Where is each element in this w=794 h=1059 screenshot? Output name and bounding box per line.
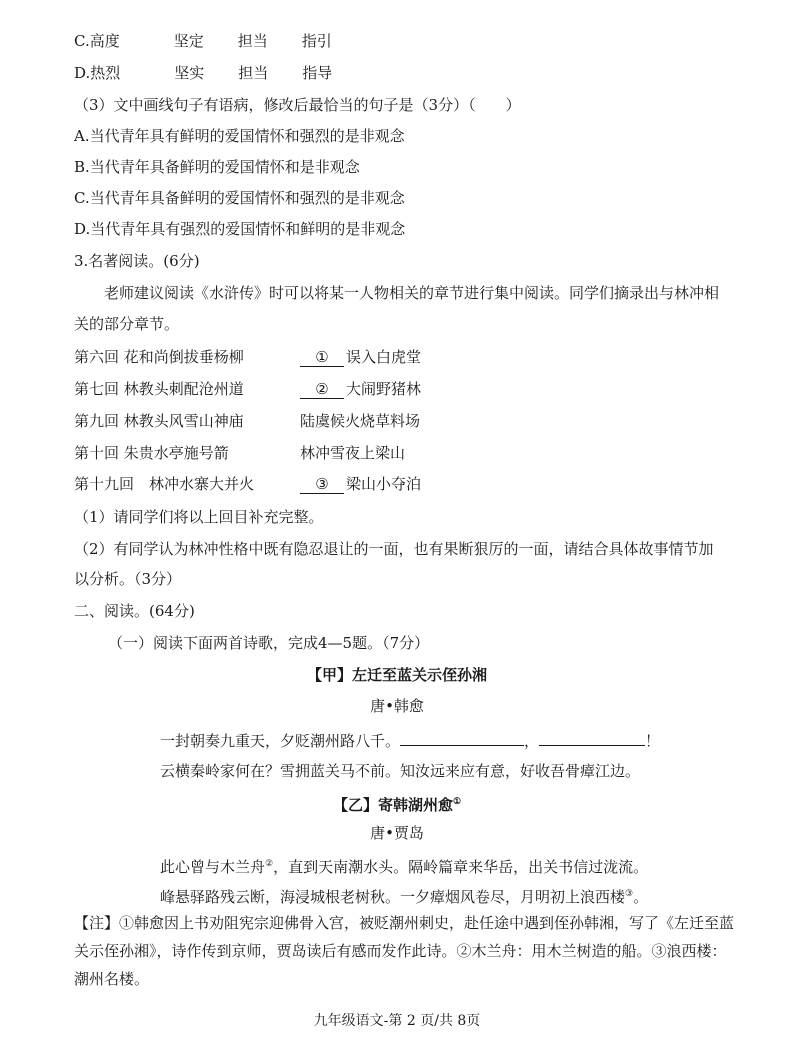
poem-a-title: 【甲】左迁至蓝关示侄孙湘: [306, 666, 487, 684]
poem-blank[interactable]: [400, 729, 524, 746]
chapter-name: 第十回 朱贵水亭施号箭: [74, 444, 229, 462]
q3-option-a: A.当代青年具有鲜明的爱国情怀和强烈的是非观念: [74, 127, 405, 145]
poem-a-line2: 云横秦岭家何在？雪拥蓝关马不前。知汝远来应有意，好收吾骨瘴江边。: [160, 762, 641, 780]
footnote-marker: ①: [452, 797, 462, 807]
poem-a-line1-text: 一封朝奏九重天，夕贬潮州路八千。: [160, 732, 401, 750]
poem-b-title-text: 【乙】寄韩湖州愈: [332, 796, 453, 814]
classic-intro-line1: 老师建议阅读《水浒传》时可以将某一人物相关的章节进行集中阅读。同学们摘录出与林冲相: [104, 284, 720, 302]
chapter-row: [74, 442, 405, 464]
chapter-rest: 大闹野猪林: [346, 380, 422, 398]
chapter-row: [74, 410, 420, 432]
option-word: 指引: [301, 32, 332, 50]
poem-b-line2-a: 峰悬驿路残云断，海浸城根老树秋。一夕瘴烟风卷尽，月明初上浪西楼: [160, 888, 626, 906]
option-d-row: [74, 62, 332, 84]
poem-blank[interactable]: [539, 729, 645, 746]
poem-a-line1-sep: ，: [524, 732, 540, 750]
option-word: 高度: [89, 32, 120, 50]
option-word: 坚定: [173, 32, 204, 50]
poem-note: 【注】①韩愈因上书劝阻宪宗迎佛骨入宫，被贬潮州刺史，赴任途中遇到侄孙韩湘，写了《左迁至蓝关示侄孙湘》，诗作传到京师，贾岛读后有感而发作此诗。②木兰舟：用木兰树造的船。③浪西楼：潮州名楼。: [74, 914, 735, 988]
classic-intro-line2: 关的部分章节。: [74, 315, 180, 333]
option-c-row: [74, 30, 332, 52]
q3-option-d: D.当代青年具有强烈的爱国情怀和鲜明的是非观念: [74, 220, 406, 238]
poem-a-line1-end: ！: [645, 732, 661, 750]
footnote-marker: ③: [625, 889, 634, 899]
poem-b-line1-a: 此心曾与木兰舟: [160, 858, 266, 876]
chapter-row: [74, 378, 421, 400]
poem-a-author: 唐•韩愈: [370, 697, 424, 715]
option-word: 指导: [302, 64, 333, 82]
option-word: 担当: [237, 32, 268, 50]
option-word: 热烈: [90, 64, 121, 82]
chapter-blank[interactable]: ②: [300, 380, 344, 399]
chapter-name: 第九回 林教头风雪山神庙: [74, 412, 244, 430]
classic-sub2-line2: 以分析。（3分）: [74, 570, 182, 588]
option-label: D.: [74, 64, 91, 82]
poem-b-line1-b: ，直到天南潮水头。隔岭篇章来华岳，出关书信过泷流。: [273, 858, 649, 876]
q3-option-b: B.当代青年具备鲜明的爱国情怀和是非观念: [74, 158, 360, 176]
chapter-rest: 梁山小夺泊: [346, 475, 422, 493]
chapter-blank[interactable]: ③: [300, 475, 344, 494]
poem-b-line2: [160, 883, 648, 908]
page-footer: 九年级语文-第 2 页/共 8页: [313, 1013, 481, 1029]
section2-subtitle: （一）阅读下面两首诗歌，完成4—5题。（7分）: [108, 634, 430, 652]
option-word: 担当: [238, 64, 269, 82]
classic-sub1: （1）请同学们将以上回目补充完整。: [74, 508, 324, 526]
chapter-rest: 陆虞候火烧草料场: [300, 412, 421, 430]
chapter-row: [74, 473, 421, 495]
footnote-marker: ②: [265, 859, 274, 869]
option-word: 坚实: [174, 64, 205, 82]
chapter-rest: 林冲雪夜上梁山: [300, 444, 406, 462]
chapter-name: 第十九回 林冲水寨大并火: [74, 475, 255, 493]
poem-b-author: 唐•贾岛: [370, 824, 424, 842]
poem-b-line1: [160, 853, 648, 878]
chapter-row: [74, 346, 421, 368]
poem-b-title: [0, 791, 794, 816]
q3-option-c: C.当代青年具备鲜明的爱国情怀和强烈的是非观念: [74, 189, 405, 207]
chapter-name: 第七回 林教头刺配沧州道: [74, 380, 244, 398]
poem-b-line2-b: 。: [633, 888, 649, 906]
chapter-rest: 误入白虎堂: [346, 348, 422, 366]
chapter-blank[interactable]: ①: [300, 348, 344, 367]
classic-sub2-line1: （2）有同学认为林冲性格中既有隐忍退让的一面，也有果断狠厉的一面，请结合具体故事情节加: [74, 540, 714, 558]
section2-title: 二、阅读。(64分): [74, 602, 195, 620]
classic-title: 3.名著阅读。(6分): [74, 252, 200, 270]
chapter-name: 第六回 花和尚倒拔垂杨柳: [74, 348, 244, 366]
poem-a-line1: [160, 729, 660, 752]
q3-stem: （3）文中画线句子有语病，修改后最恰当的句子是（3分）（ ）: [74, 96, 521, 114]
option-label: C.: [74, 32, 90, 50]
